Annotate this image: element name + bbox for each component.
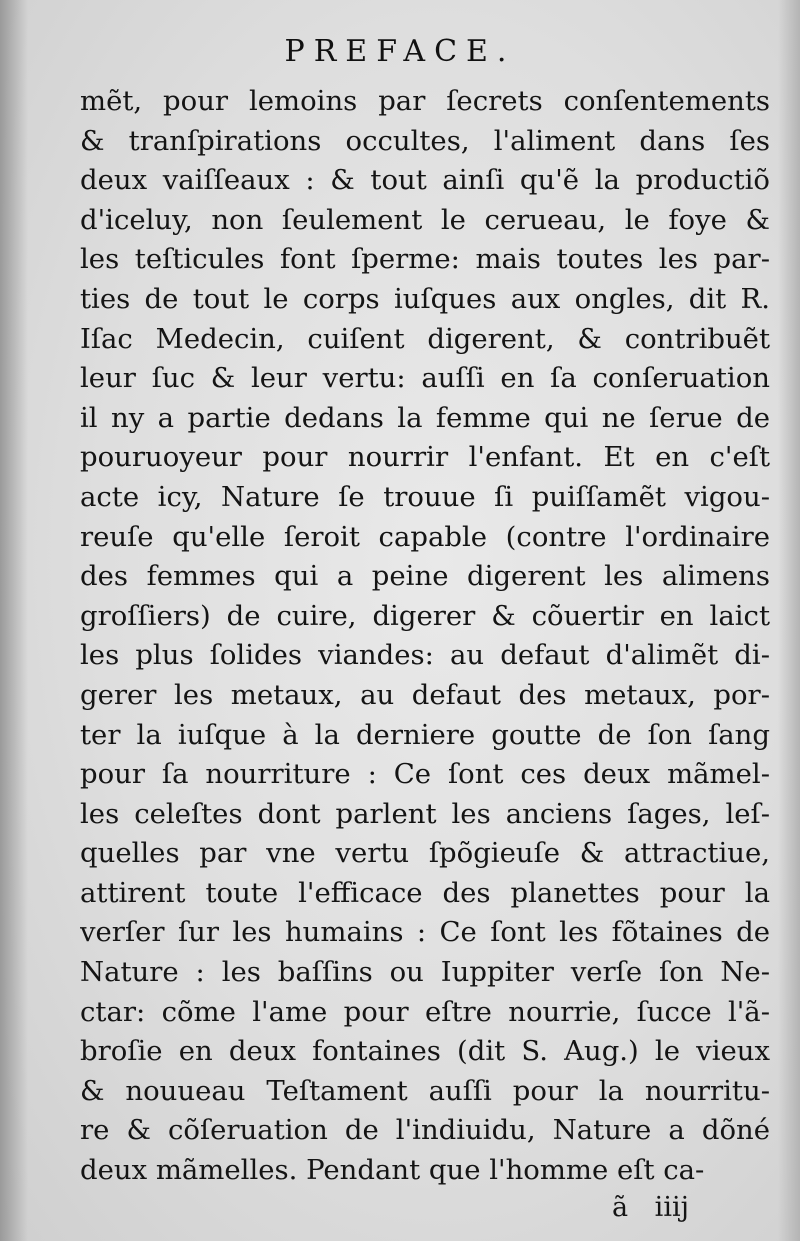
running-head: PREFACE. <box>284 34 516 69</box>
body-text <box>80 82 770 1191</box>
text-line: verſer ſur les humains : Ce ſont les fõtaines de <box>80 916 770 949</box>
text-line: deux mãmelles. Pendant que l'homme eſt ca- <box>80 1154 705 1187</box>
text-line: Nature : les baſſins ou Iuppiter verſe ſon Ne- <box>80 956 770 989</box>
text-line: des femmes qui a peine digerent les alimens <box>80 560 770 593</box>
text-line: Iſac Medecin, cuiſent digerent, & contribuẽt <box>80 322 770 355</box>
text-line: pouruoyeur pour nourrir l'enfant. Et en c'eſt <box>80 441 770 474</box>
text-line: re & cõſeruation de l'indiuidu, Nature a dõné <box>80 1114 770 1147</box>
text-line: deux vaiſſeaux : & tout ainſi qu'ẽ la productiõ <box>80 164 770 197</box>
text-line: les plus ſolides viandes: au defaut d'alimẽt di- <box>80 639 770 672</box>
text-line: & tranſpirations occultes, l'aliment dans ſes <box>80 124 770 157</box>
text-line: acte icy, Nature ſe trouue ſi puiſſamẽt vigou- <box>80 480 770 513</box>
text-line: quelles par vne vertu ſpõgieuſe & attractiue, <box>80 837 770 870</box>
text-line: leur ſuc & leur vertu: auſſi en ſa conſeruation <box>80 362 770 395</box>
text-line: groſſiers) de cuire, digerer & cõuertir en laict <box>80 599 770 632</box>
signature-mark: ã iiij <box>612 1192 689 1223</box>
text-line: les celeſtes dont parlent les anciens ſages, leſ- <box>80 797 770 830</box>
text-line: ties de tout le corps iuſques aux ongles, dit R. <box>80 282 770 315</box>
text-line: il ny a partie dedans la femme qui ne ſerue de <box>80 401 770 434</box>
text-line: ctar: cõme l'ame pour eſtre nourrie, ſucce l'ã- <box>80 995 770 1028</box>
text-line: & nouueau Teſtament auſſi pour la nourritu- <box>80 1074 770 1107</box>
text-line: gerer les metaux, au defaut des metaux, por- <box>80 678 770 711</box>
text-line: pour ſa nourriture : Ce ſont ces deux mãmel- <box>80 758 770 791</box>
text-line: reuſe qu'elle ſeroit capable (contre l'ordinaire <box>80 520 770 553</box>
page-edge-shadow <box>778 0 800 1241</box>
text-line: les teſticules font ſperme: mais toutes les par- <box>80 243 770 276</box>
binding-shadow <box>0 0 28 1241</box>
text-line: mẽt, pour lemoins par ſecrets conſentements <box>80 85 770 117</box>
text-line: attirent toute l'efficace des planettes pour la <box>80 876 770 909</box>
text-line: ter la iuſque à la derniere goutte de ſon ſang <box>80 718 770 751</box>
text-line: broſie en deux fontaines (dit S. Aug.) le vieux <box>80 1035 770 1068</box>
text-line: d'iceluy, non ſeulement le cerueau, le foye & <box>80 203 770 236</box>
